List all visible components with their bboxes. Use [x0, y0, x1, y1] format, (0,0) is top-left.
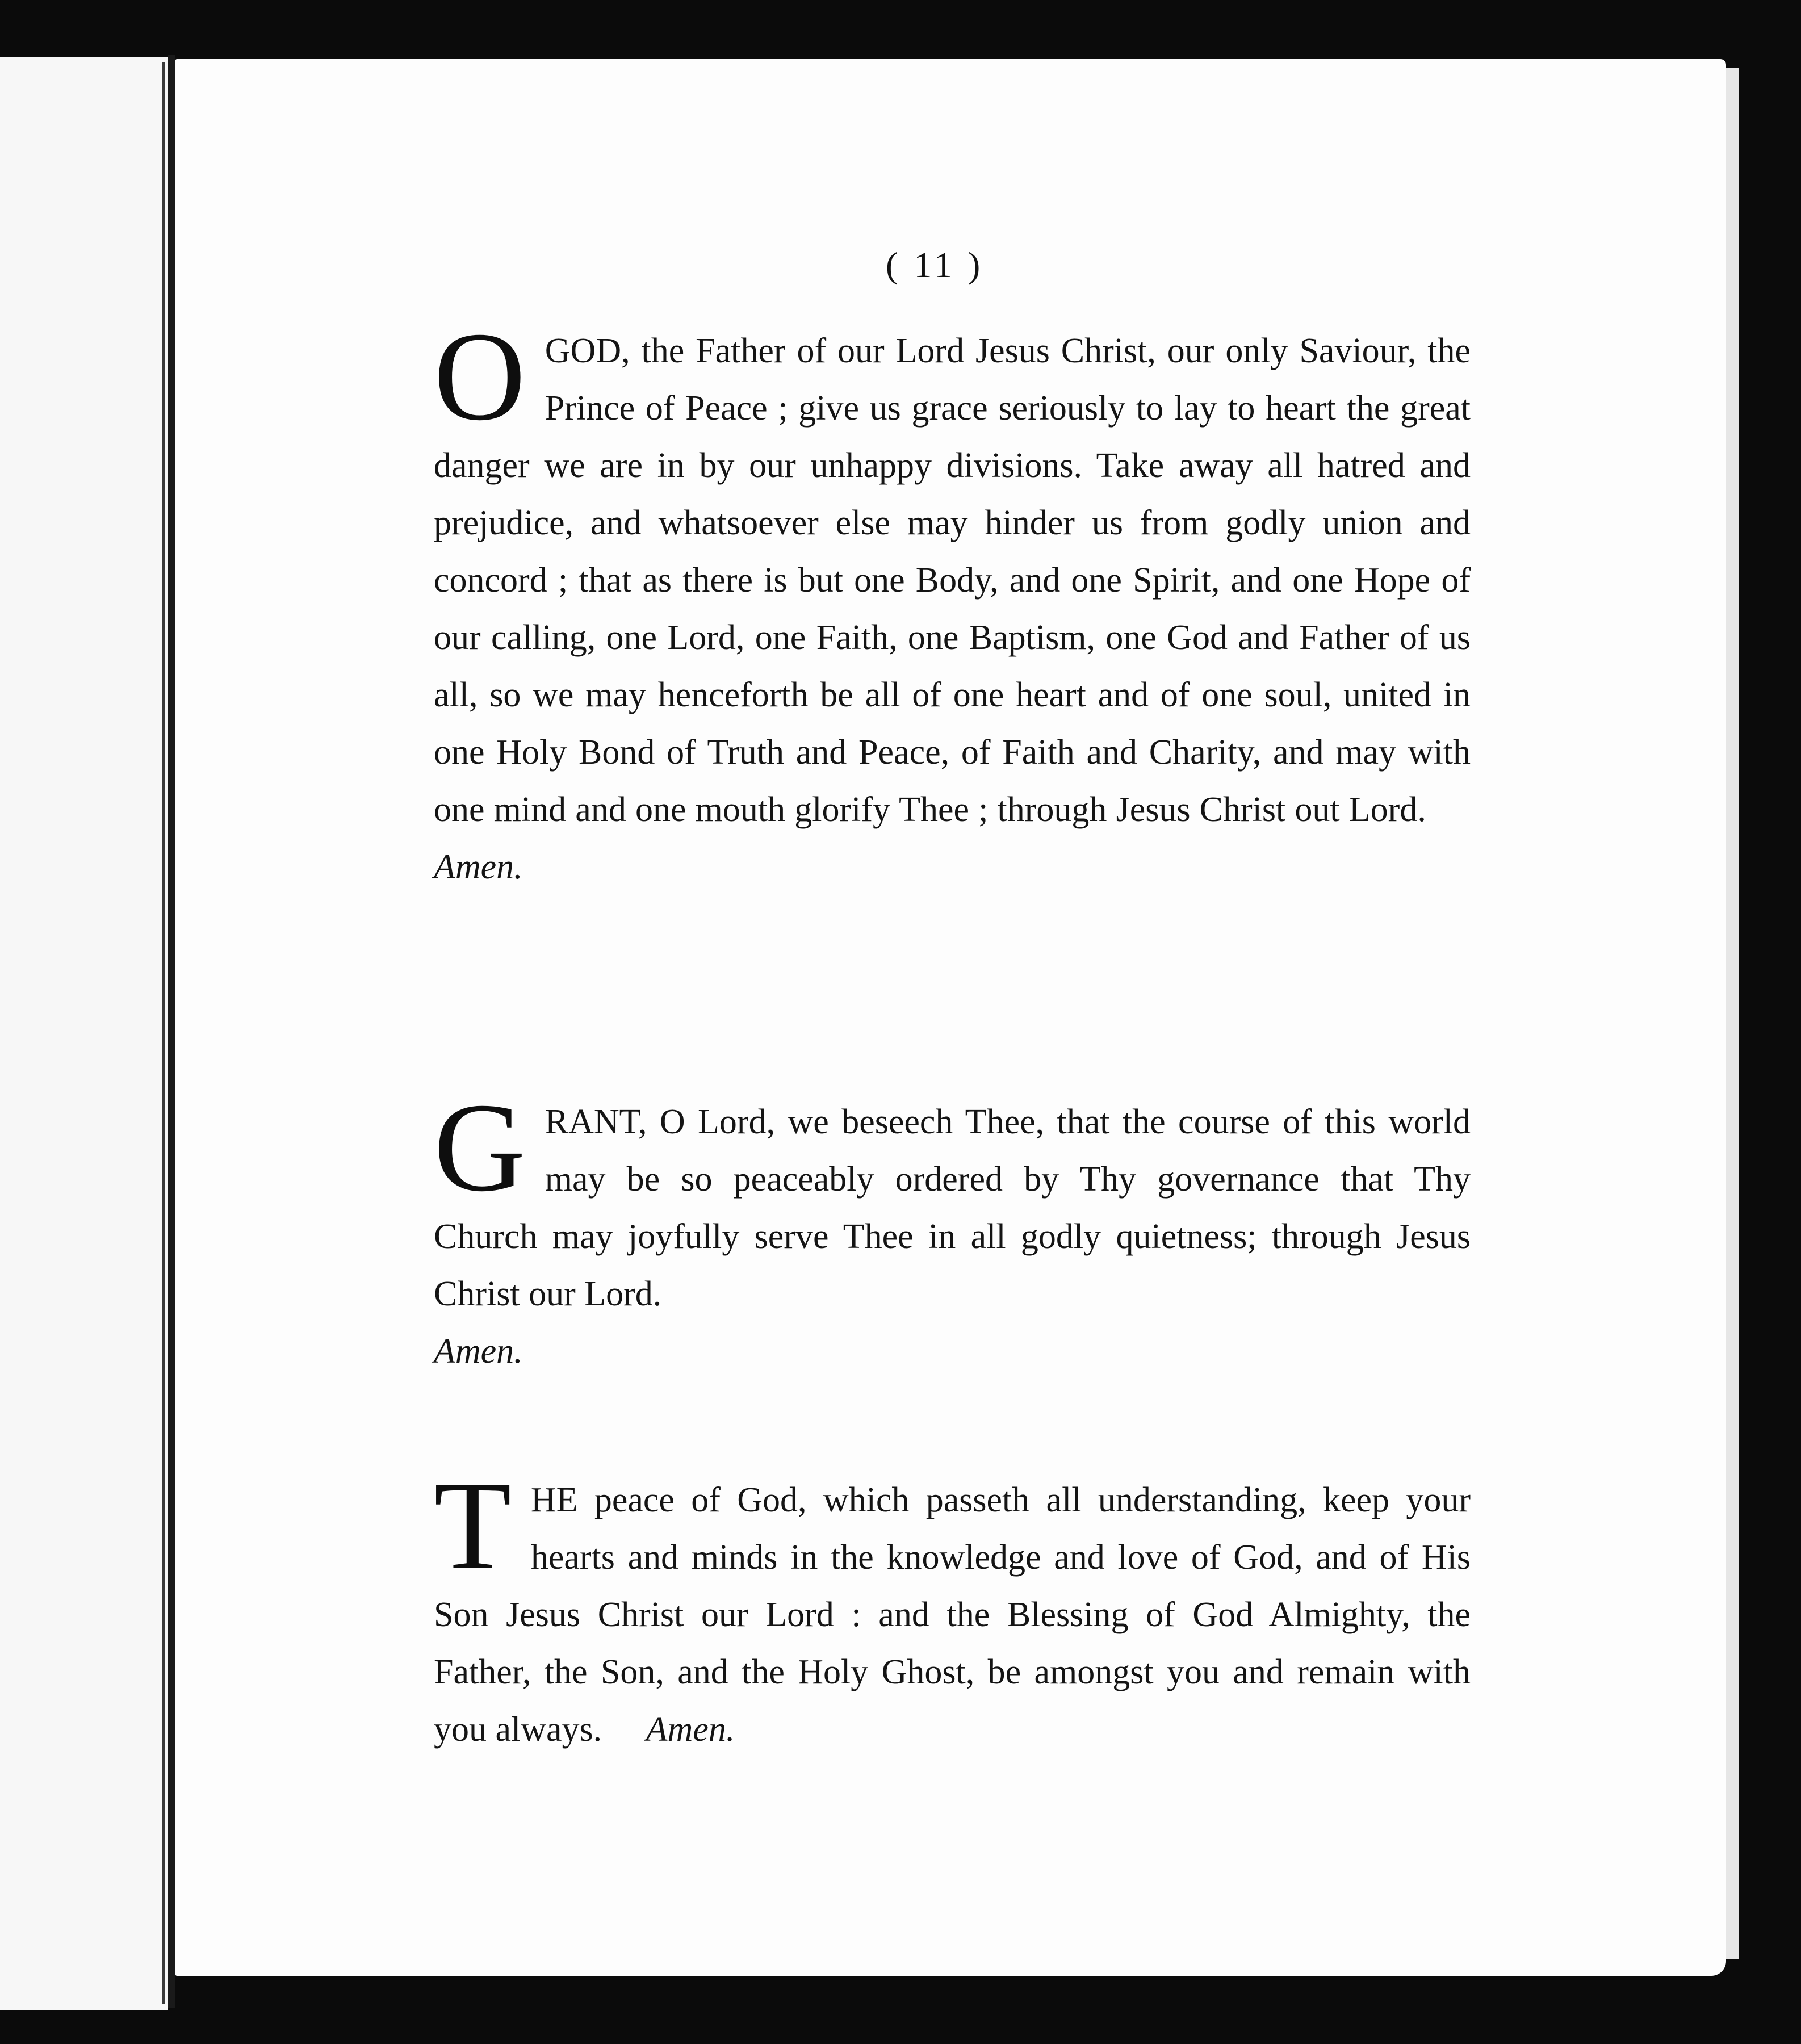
blessing: [434, 1455, 1471, 1758]
amen: Amen.: [434, 848, 523, 886]
gutter-line: [162, 62, 165, 2004]
page-edge-shadow: [1726, 68, 1739, 1959]
book-gutter: [168, 55, 175, 2008]
page-number: ( 11 ): [886, 245, 984, 285]
drop-cap-initial: O: [434, 306, 526, 447]
amen: Amen.: [646, 1710, 735, 1749]
amen: Amen.: [434, 1332, 523, 1371]
drop-cap-initial: G: [434, 1077, 526, 1218]
prayer-text: HE peace of God, which passeth all understanding, keep your hearts and minds in the knowledge and love of God, and of His Son Jesus Christ our Lord : and the Blessing of God Almighty, the Father, the Son, and the Holy Ghost, be amongst you and remain with you always.: [434, 1481, 1471, 1749]
prayer-for-unity: [434, 306, 1471, 896]
prayer-text: GOD, the Father of our Lord Jesus Christ, our only Saviour, the Prince of Peace ; give us grace seriously to lay to heart the great danger we are in by our unhappy divisions. Take away all hatred and prejudice, and whatsoever else may hinder us from godly union and concord ; that as there is but one Body, and one Spirit, and one Hope of our calling, one Lord, one Faith, one Baptism, one God and Father of us all, so we may henceforth be all of one heart and of one soul, united in one Holy Bond of Truth and Peace, of Faith and Charity, and may with one mind and one mouth glorify Thee ; through Jesus Christ out Lord.: [434, 332, 1471, 829]
prayer-text: RANT, O Lord, we beseech Thee, that the course of this world may be so peaceably ordered by Thy governance that Thy Church may joyfully serve Thee in all godly quietness; through Jesus Christ our Lord.: [434, 1103, 1471, 1313]
drop-cap-initial: T: [434, 1455, 512, 1596]
facing-page-edge: [0, 57, 168, 2010]
prayer-for-peace: [434, 1077, 1471, 1380]
